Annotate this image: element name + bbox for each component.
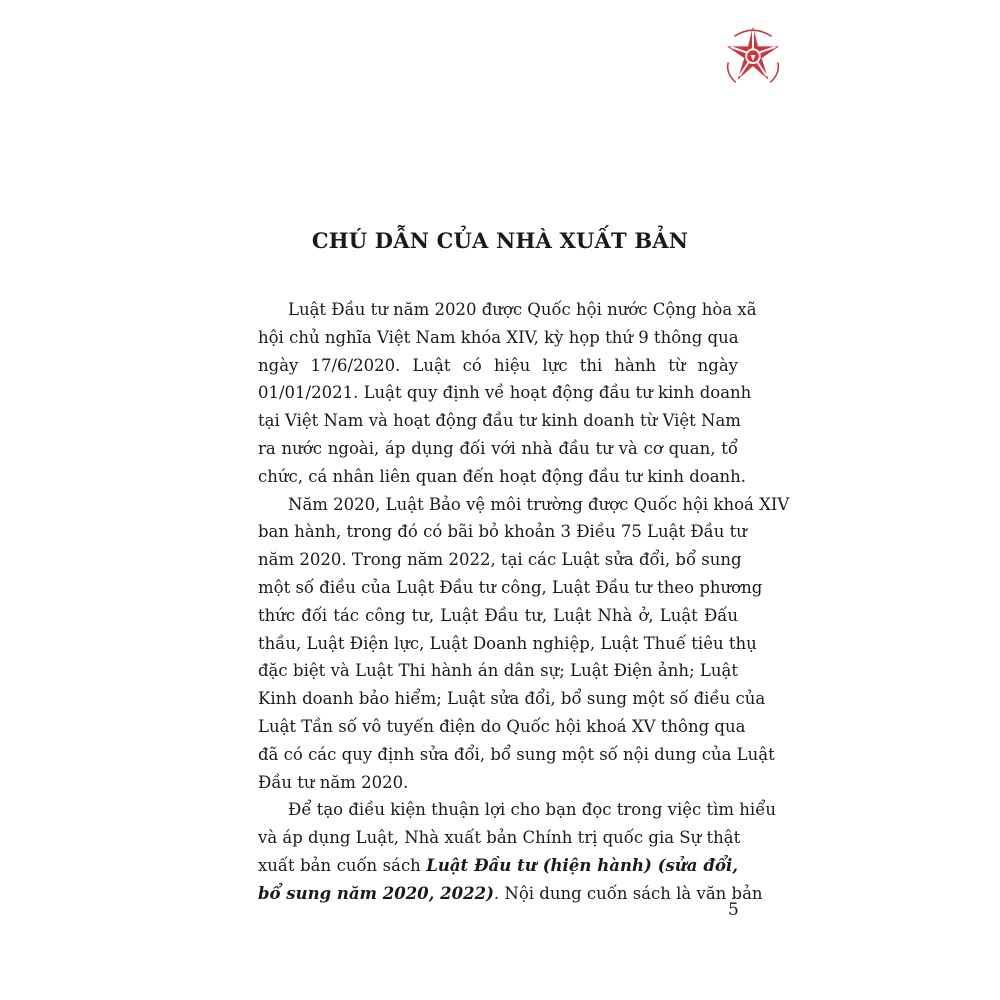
text-line: Luật Đầu tư năm 2020 được Quốc hội nước Cộng hòa xã (288, 300, 757, 319)
text-line: ra nước ngoài, áp dụng đối với nhà đầu tư và cơ quan, tổ (258, 438, 738, 458)
text-line: Để tạo điều kiện thuận lợi cho bạn đọc trong việc tìm hiểu (288, 800, 776, 820)
text-line: chức, cá nhân liên quan đến hoạt động đầu tư kinh doanh. (258, 466, 747, 486)
text-line: 01/01/2021. Luật quy định về hoạt động đầu tư kinh doanh (258, 383, 752, 403)
text-line: Năm 2020, Luật Bảo vệ môi trường được Quốc hội khoá XIV (288, 494, 790, 514)
body-text (258, 296, 790, 908)
page-title: CHÚ DẪN CỦA NHÀ XUẤT BẢN (311, 228, 689, 253)
text-line: tại Việt Nam và hoạt động đầu tư kinh doanh từ Việt Nam (258, 411, 741, 431)
text-line: Kinh doanh bảo hiểm; Luật sửa đổi, bổ sung một số điều của (258, 689, 766, 709)
text-line: năm 2020. Trong năm 2022, tại các Luật sửa đổi, bổ sung (258, 550, 742, 570)
book-title: bổ sung năm 2020, 2022) (258, 883, 494, 903)
text-line: một số điều của Luật Đầu tư công, Luật Đầu tư theo phương (258, 577, 763, 597)
text-line: hội chủ nghĩa Việt Nam khóa XIV, kỳ họp thứ 9 thông qua (258, 327, 739, 347)
text-line: ban hành, trong đó có bãi bỏ khoản 3 Điều 75 Luật Đầu tư (258, 522, 747, 542)
text-line (258, 852, 738, 880)
text-line: thầu, Luật Điện lực, Luật Doanh nghiệp, Luật Thuế tiêu thụ (258, 633, 757, 653)
text-line: ngày 17/6/2020. Luật có hiệu lực thi hành từ ngày (258, 355, 738, 375)
text-line: thức đối tác công tư, Luật Đầu tư, Luật Nhà ở, Luật Đấu (258, 605, 738, 625)
page-number: 5 (728, 900, 739, 920)
publisher-star-emblem-icon (722, 24, 784, 86)
text-fragment: . Nội dung cuốn sách là văn bản (493, 883, 763, 903)
text-line: và áp dụng Luật, Nhà xuất bản Chính trị quốc gia Sự thật (258, 828, 741, 848)
text-fragment: xuất bản cuốn sách (258, 855, 427, 875)
book-title: Luật Đầu tư (hiện hành) (sửa đổi, (426, 855, 738, 875)
text-line: đặc biệt và Luật Thi hành án dân sự; Luật Điện ảnh; Luật (258, 661, 738, 681)
text-line: đã có các quy định sửa đổi, bổ sung một số nội dung của Luật (258, 744, 775, 764)
text-line: Đầu tư năm 2020. (258, 772, 409, 792)
text-line: Luật Tần số vô tuyến điện do Quốc hội khoá XV thông qua (258, 716, 746, 736)
text-line (258, 880, 763, 908)
